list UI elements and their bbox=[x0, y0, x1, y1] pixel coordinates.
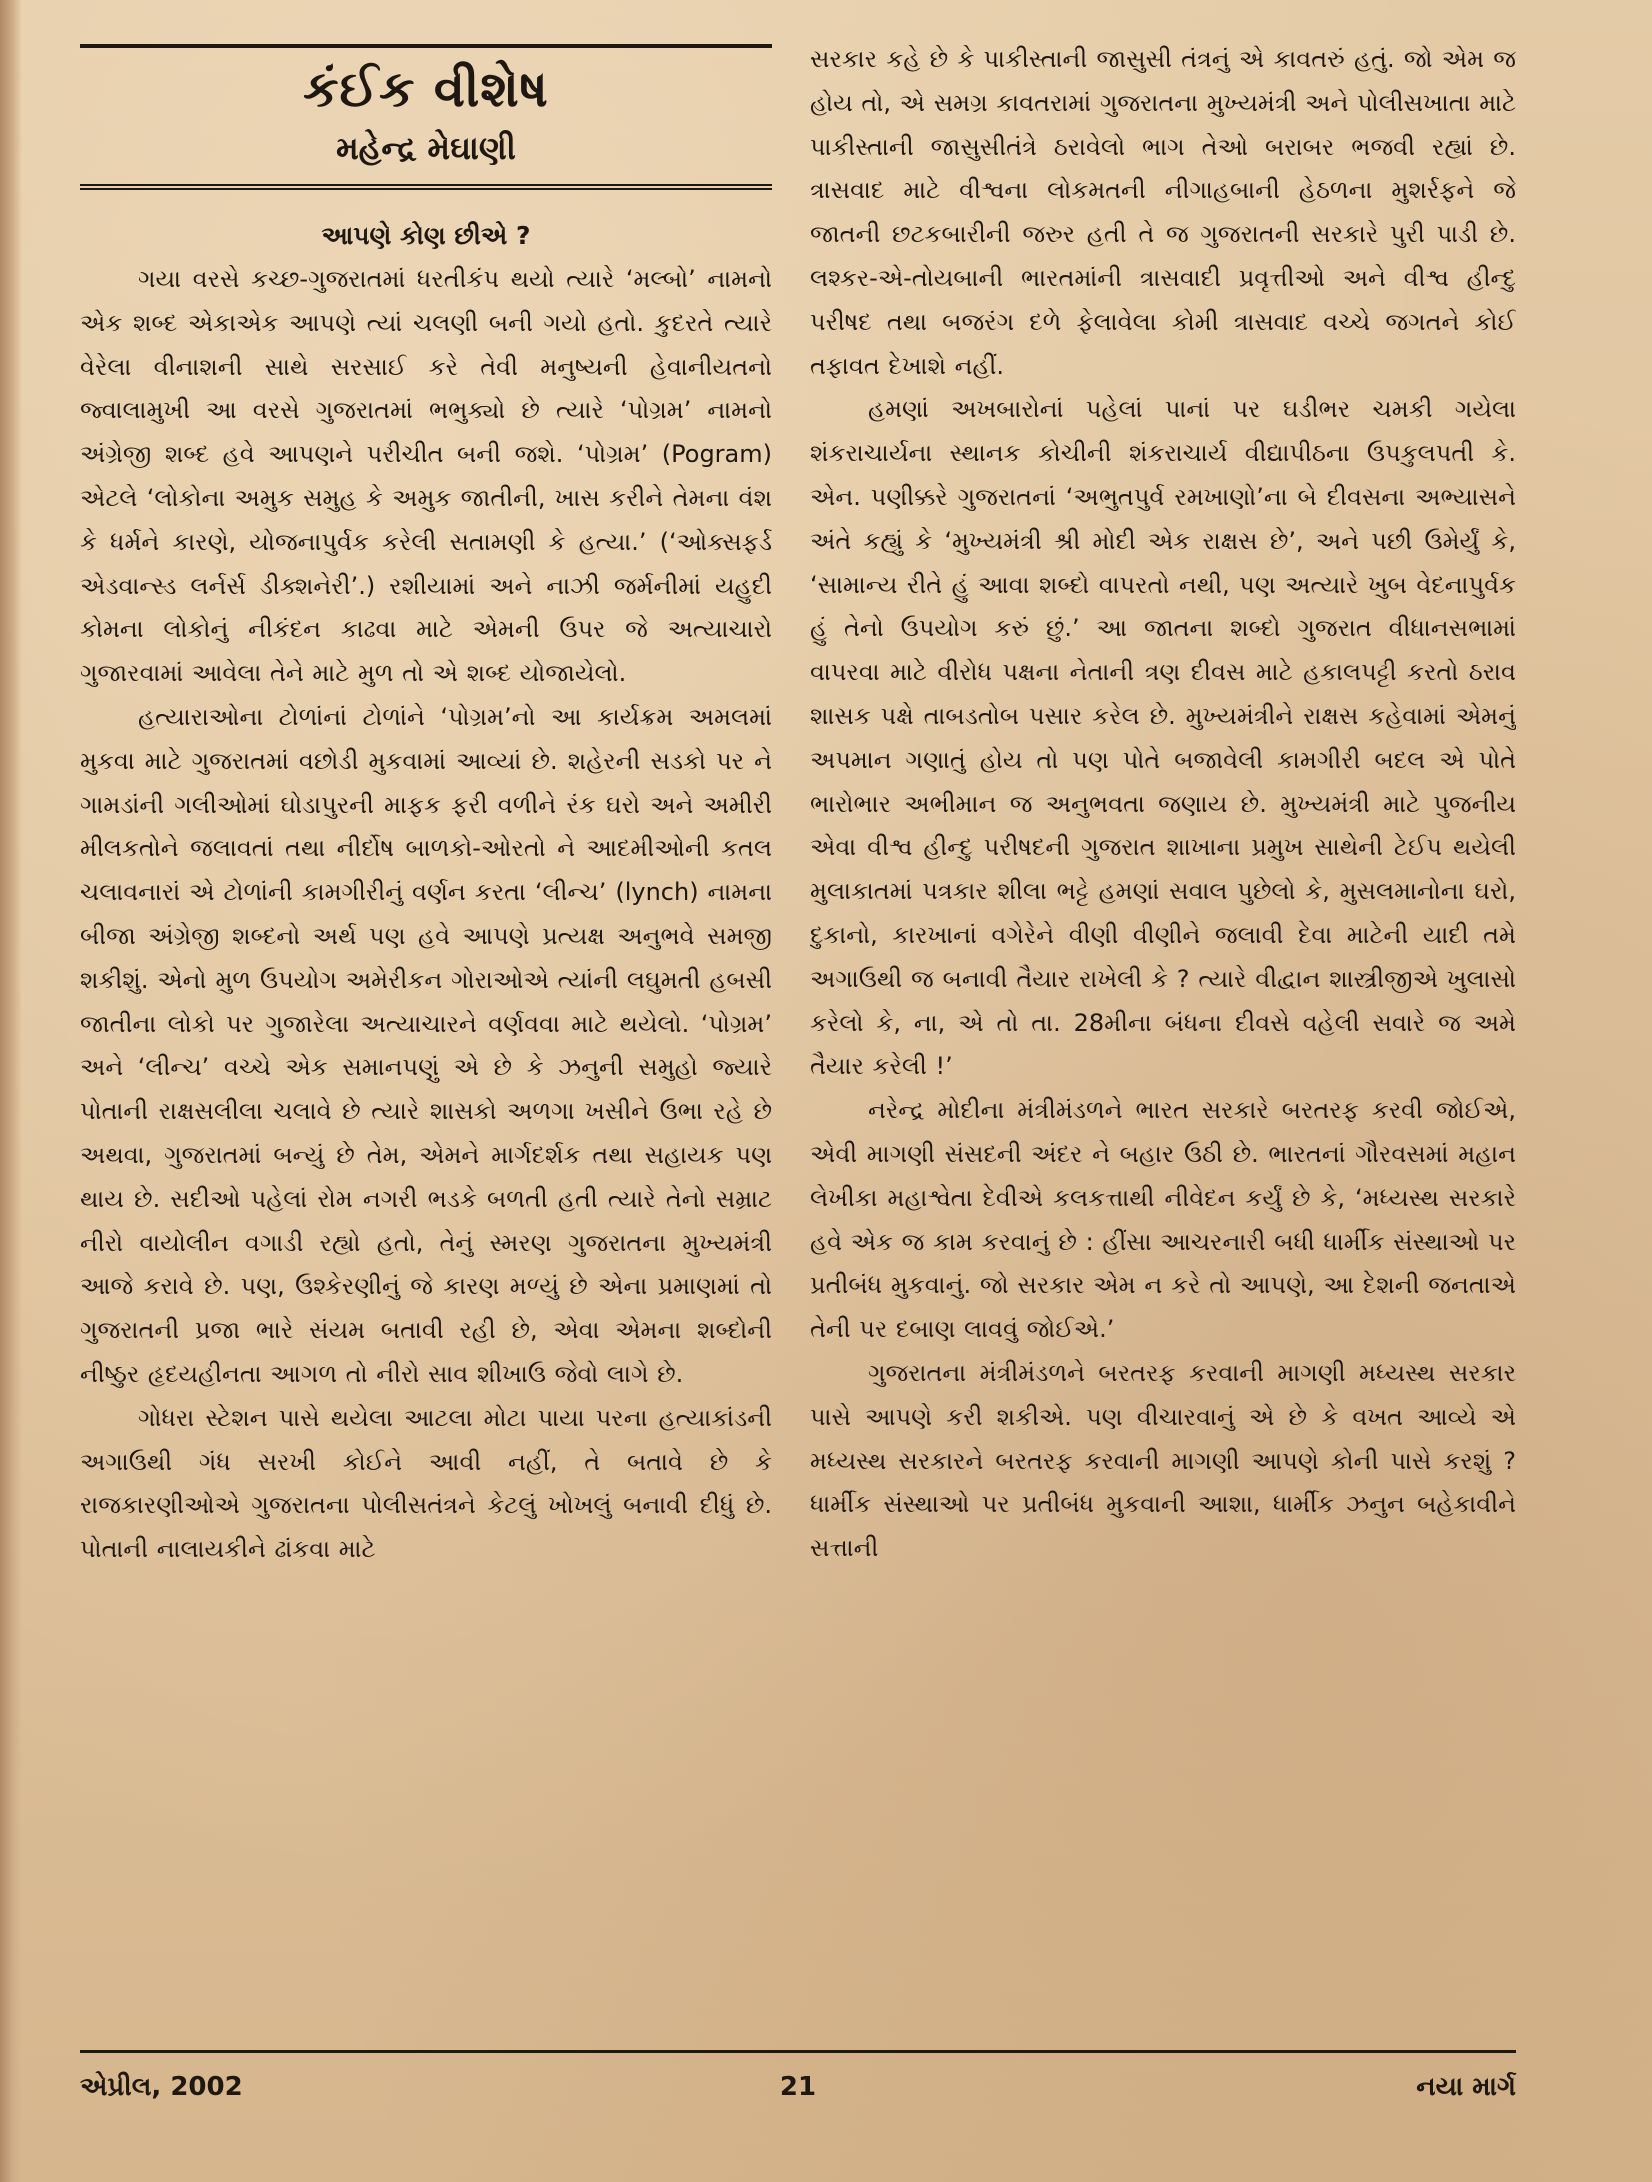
page-number: 21 bbox=[779, 2072, 817, 2102]
column-title: કંઈક વીશેષ bbox=[303, 60, 549, 118]
issue-date: એપ્રીલ, 2002 bbox=[80, 2072, 243, 2102]
body-paragraph: હમણાં અખબારોનાં પહેલાં પાનાં પર ઘડીભર ચમકી ગયેલા શંકરાચાર્યના સ્થાનક કોચીની શંકરાચાર્ય વીદ્યાપીઠના ઉપકુલપતી કે. એન. પણીક્કરે ગુજરાતનાં ‘અભુતપુર્વ રમખાણો’ના બે દીવસના અભ્યાસને અંતે કહ્યું કે ‘મુખ્યમંત્રી શ્રી મોદી એક રાક્ષસ છે’, અને પછી ઉમેર્યું કે, ‘સામાન્ય રીતે હું આવા શબ્દો વાપરતો નથી, પણ અત્યારે ખુબ વેદનાપુર્વક હું તેનો ઉપયોગ કરું છું.’ આ જાતના શબ્દો ગુજરાત વીધાનસભામાં વાપરવા માટે વીરોધ પક્ષના નેતાની ત્રણ દીવસ માટે હકાલપટ્ટી કરતો ઠરાવ શાસક પક્ષે તાબડતોબ પસાર કરેલ છે. મુખ્યમંત્રીને રાક્ષસ કહેવામાં એમનું અપમાન ગણાતું હોય તો પણ પોતે બજાવેલી કામગીરી બદલ એ પોતે ભારોભાર અભીમાન જ અનુભવતા જણાય છે. મુખ્યમંત્રી માટે પુજનીય એવા વીશ્વ હીન્દુ પરીષદની ગુજરાત શાખાના પ્રમુખ સાથેની ટેઈપ થયેલી મુલાકાતમાં પત્રકાર શીલા ભટ્ટે હમણાં સવાલ પુછેલો કે, મુસલમાનોના ઘરો, દુકાનો, કારખાનાં વગેરેને વીણી વીણીને જલાવી દેવા માટેની યાદી તમે અગાઉથી જ બનાવી તૈયાર રાખેલી કે ? ત્યારે વીદ્વાન શાસ્ત્રીજીએ ખુલાસો કરેલો કે, ના, એ તો તા. 28મીના બંધના દીવસે વહેલી સવારે જ અમે તૈયાર કરેલી !’ bbox=[810, 395, 1516, 1081]
body-paragraph: ગયા વરસે કચ્છ-ગુજરાતમાં ધરતીકંપ થયો ત્યારે ‘મલ્બો’ નામનો એક શબ્દ એકાએક આપણે ત્યાં ચલણી બની ગયો હતો. કુદરતે ત્યારે વેરેલા વીનાશની સાથે સરસાઈ કરે તેવી મનુષ્યની હેવાનીયતનો જ્વાલામુખી આ વરસે ગુજરાતમાં ભભુક્યો છે ત્યારે ‘પોગ્રમ’ નામનો અંગ્રેજી શબ્દ હવે આપણને પરીચીત બની જશે. ‘પોગ્રમ’ (Pogram) એટલે ‘લોકોના અમુક સમુહ કે અમુક જાતીની, ખાસ કરીને તેમના વંશ કે ધર્મને કારણે, યોજનાપુર્વક કરેલી સતામણી કે હત્યા.’ (‘ઓક્સફર્ડ એડવાન્સ્ડ લર્નર્સ ડીક્શનેરી’.) રશીયામાં અને નાઝી જર્મનીમાં યહુદી કોમના લોકોનું નીકંદન કાઢવા માટે એમની ઉપર જે અત્યાચારો ગુજારવામાં આવેલા તેને માટે મુળ તો એ શબ્દ યોજાયેલો. bbox=[80, 265, 772, 688]
page-edge-shadow bbox=[0, 0, 22, 2182]
author-name: મહેન્દ્ર મેઘાણી bbox=[336, 129, 516, 167]
body-paragraph: ગુજરાતના મંત્રીમંડળને બરતરફ કરવાની માગણી મધ્યસ્થ સરકાર પાસે આપણે કરી શકીએ. પણ વીચારવાનું એ છે કે વખત આવ્યે એ મધ્યસ્થ સરકારને બરતરફ કરવાની માગણી આપણે કોની પાસે કરશું ? ધાર્મીક સંસ્થાઓ પર પ્રતીબંધ મુકવાની આશા, ધાર્મીક ઝનુન બહેકાવીને સત્તાની bbox=[810, 1358, 1516, 1563]
right-column bbox=[810, 38, 1516, 2034]
article-heading: આપણે કોણ છીએ ? bbox=[321, 221, 531, 250]
body-paragraph: ગોધરા સ્ટેશન પાસે થયેલા આટલા મોટા પાયા પરના હત્યાકાંડની અગાઉથી ગંધ સરખી કોઈને આવી નહીં, તે બતાવે છે કે રાજકારણીઓએ ગુજરાતના પોલીસતંત્રને કેટલું ખોખલું બનાવી દીધું છે. પોતાની નાલાયકીને ઢાંકવા માટે bbox=[80, 1403, 772, 1564]
page-footer bbox=[80, 2050, 1516, 2113]
continued-paragraph: સરકાર કહે છે કે પાકીસ્તાની જાસુસી તંત્રનું એ કાવતરું હતું. જો એમ જ હોય તો, એ સમગ્ર કાવતરામાં ગુજરાતના મુખ્યમંત્રી અને પોલીસખાતા માટે પાકીસ્તાની જાસુસીતંત્રે ઠરાવેલો ભાગ તેઓ બરાબર ભજવી રહ્યાં છે. ત્રાસવાદ માટે વીશ્વના લોકમતની નીગાહબાની હેઠળના મુશર્રફને જે જાતની છટકબારીની જરુર હતી તે જ ગુજરાતની સરકારે પુરી પાડી છે. લશ્કર-એ-તોયબાની ભારતમાંની ત્રાસવાદી પ્રવૃત્તીઓ અને વીશ્વ હીન્દુ પરીષદ તથા બજરંગ દળે ફેલાવેલા કોમી ત્રાસવાદ વચ્ચે જગતને કોઈ તફાવત દેખાશે નહીં. bbox=[810, 45, 1516, 380]
publication-name: નયા માર્ગ bbox=[1416, 2072, 1516, 2102]
body-paragraph: નરેન્દ્ર મોદીના મંત્રીમંડળને ભારત સરકારે બરતરફ કરવી જોઈએ, એવી માગણી સંસદની અંદર ને બહાર ઉઠી છે. ભારતનાં ગૌરવસમાં મહાન લેખીકા મહાશ્વેતા દેવીએ કલકત્તાથી નીવેદન કર્યું છે કે, ‘મધ્યસ્થ સરકારે હવે એક જ કામ કરવાનું છે : હીંસા આચરનારી બધી ધાર્મીક સંસ્થાઓ પર પ્રતીબંધ મુકવાનું. જો સરકાર એમ ન કરે તો આપણે, આ દેશની જનતાએ તેની પર દબાણ લાવવું જોઈએ.’ bbox=[810, 1096, 1516, 1344]
left-column bbox=[80, 40, 772, 2034]
body-paragraph: હત્યારાઓના ટોળાંનાં ટોળાંને ‘પોગ્રમ’નો આ કાર્યક્રમ અમલમાં મુકવા માટે ગુજરાતમાં વછોડી મુકવામાં આવ્યાં છે. શહેરની સડકો પર ને ગામડાંની ગલીઓમાં ઘોડાપુરની માફક ફરી વળીને રંક ઘરો અને અમીરી મીલકતોને જલાવતાં તથા નીર્દોષ બાળકો-ઓરતો ને આદમીઓની કતલ ચલાવનારાં એ ટોળાંની કામગીરીનું વર્ણન કરતા ‘લીન્ચ’ (lynch) નામના બીજા અંગ્રેજી શબ્દનો અર્થ પણ હવે આપણે પ્રત્યક્ષ અનુભવે સમજી શકીશું. એનો મુળ ઉપયોગ અમેરીકન ગોરાઓએ ત્યાંની લઘુમતી હબસી જાતીના લોકો પર ગુજારેલા અત્યાચારને વર્ણવવા માટે થયેલો. ‘પોગ્રમ’ અને ‘લીન્ચ’ વચ્ચે એક સમાનપણું એ છે કે ઝનુની સમુહો જ્યારે પોતાની રાક્ષસલીલા ચલાવે છે ત્યારે શાસકો અળગા ખસીને ઉભા રહે છે અથવા, ગુજરાતમાં બન્યું છે તેમ, એમને માર્ગદર્શક તથા સહાયક પણ થાય છે. સદીઓ પહેલાં રોમ નગરી ભડકે બળતી હતી ત્યારે તેનો સમ્રાટ નીરો વાયોલીન વગાડી રહ્યો હતો, તેનું સ્મરણ ગુજરાતના મુખ્યમંત્રી આજે કરાવે છે. પણ, ઉશ્કેરણીનું જે કારણ મળ્યું છે એના પ્રમાણમાં તો ગુજરાતની પ્રજા ભારે સંયમ બતાવી રહી છે, એવા એમના શબ્દોની નીષ્ઠુર હૃદયહીનતા આગળ તો નીરો સાવ શીખાઉ જેવો લાગે છે. bbox=[80, 702, 772, 1388]
column-header bbox=[80, 44, 772, 190]
